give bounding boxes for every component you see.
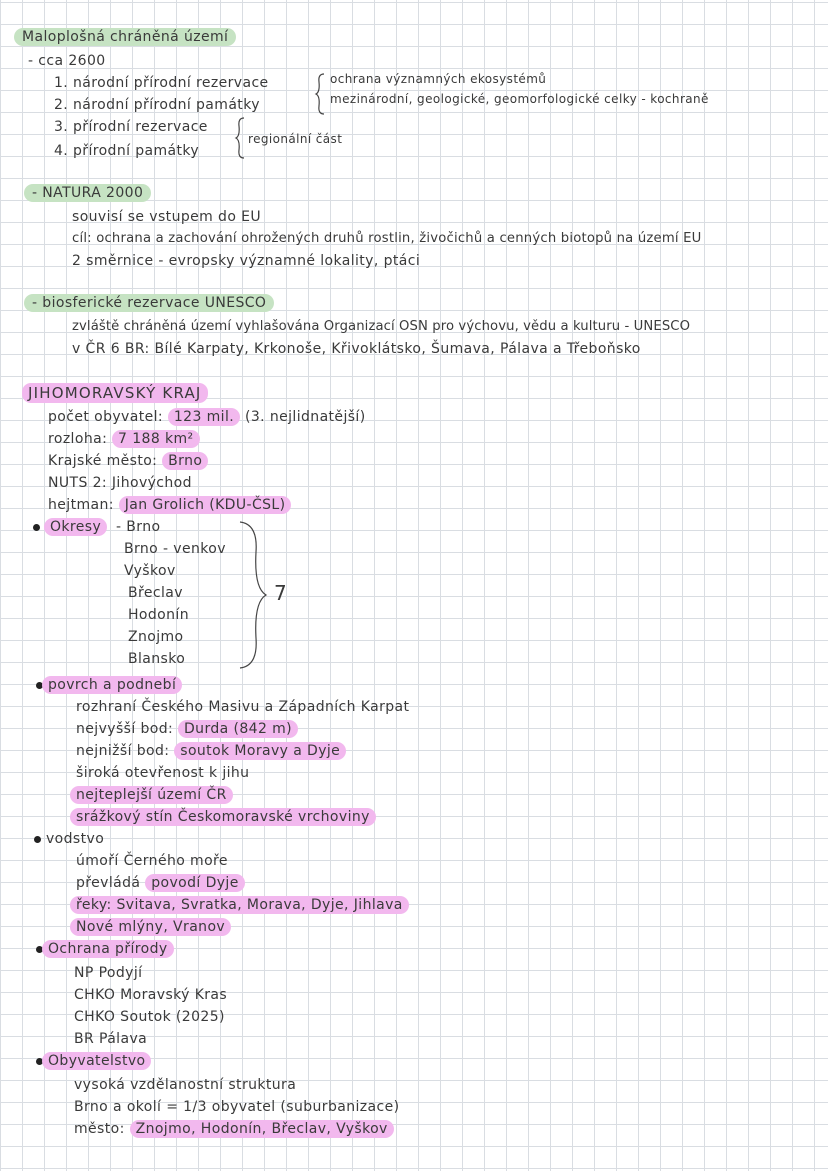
natura-line: souvisí se vstupem do EU bbox=[72, 209, 262, 225]
highest-point-value: Durda (842 m) bbox=[178, 720, 298, 738]
district-item: Znojmo bbox=[128, 629, 184, 645]
list-item: 1. národní přírodní rezervace bbox=[54, 75, 269, 91]
list-item: 2. národní přírodní památky bbox=[54, 97, 260, 113]
city-value: Brno bbox=[162, 452, 208, 470]
brace-regional bbox=[236, 118, 246, 158]
population-row bbox=[48, 408, 366, 426]
brace-national-text: ochrana významných ekosystémů bbox=[330, 72, 547, 86]
surface-line: srážkový stín Českomoravské vrchoviny bbox=[70, 808, 376, 826]
bullet-icon bbox=[34, 836, 41, 843]
section-title-natura: - NATURA 2000 bbox=[24, 184, 151, 202]
section-title-protected-areas: Maloplošná chráněná území bbox=[14, 28, 236, 46]
population-value: 123 mil. bbox=[168, 408, 240, 426]
brace-districts bbox=[240, 522, 268, 668]
population-title: Obyvatelstvo bbox=[42, 1052, 151, 1070]
districts-count: 7 bbox=[274, 581, 288, 605]
population-note: (3. nejlidnatější) bbox=[244, 409, 366, 425]
section-title-unesco: - biosferické rezervace UNESCO bbox=[24, 294, 274, 312]
nature-item: CHKO Soutok (2025) bbox=[74, 1009, 225, 1025]
natura-line: cíl: ochrana a zachování ohrožených druhů rostlin, živočichů a cenných biotopů na území EU bbox=[72, 231, 702, 246]
district-item: Brno - venkov bbox=[124, 541, 226, 557]
reservoirs-line: Nové mlýny, Vranov bbox=[70, 918, 231, 936]
list-item: 4. přírodní památky bbox=[54, 143, 200, 159]
area-value: 7 188 km² bbox=[112, 430, 200, 448]
nature-title: Ochrana přírody bbox=[42, 940, 174, 958]
protected-areas-count: - cca 2600 bbox=[28, 53, 106, 69]
lowest-point-value: soutok Moravy a Dyje bbox=[174, 742, 346, 760]
district-item: Blansko bbox=[128, 651, 186, 667]
rivers-line: řeky: Svitava, Svratka, Morava, Dyje, Jihlava bbox=[70, 896, 409, 914]
water-prevails-value: povodí Dyje bbox=[145, 874, 245, 892]
population-line: vysoká vzdělanostní struktura bbox=[74, 1077, 297, 1093]
water-line: úmoří Černého moře bbox=[76, 853, 228, 869]
governor-row bbox=[48, 496, 291, 514]
highest-point-row bbox=[76, 720, 298, 738]
area-label: rozloha: bbox=[48, 431, 108, 447]
surface-title: povrch a podnebí bbox=[42, 676, 182, 694]
governor-label: hejtman: bbox=[48, 497, 114, 513]
city-row bbox=[48, 452, 208, 470]
governor-value: Jan Grolich (KDU-ČSL) bbox=[119, 496, 292, 514]
surface-line: rozhraní Českého Masivu a Západních Karpat bbox=[76, 699, 410, 715]
lowest-point-row bbox=[76, 742, 346, 760]
nature-item: BR Pálava bbox=[74, 1031, 148, 1047]
area-row bbox=[48, 430, 200, 448]
brace-national bbox=[316, 74, 326, 114]
district-item: Hodonín bbox=[128, 607, 189, 623]
population-label: počet obyvatel: bbox=[48, 409, 164, 425]
highest-point-label: nejvyšší bod: bbox=[76, 721, 174, 737]
water-title: vodstvo bbox=[46, 831, 105, 847]
natura-line: 2 směrnice - evropsky významné lokality, ptáci bbox=[72, 253, 421, 269]
district-item: - Brno bbox=[116, 519, 161, 535]
brace-regional-text: regionální část bbox=[248, 132, 343, 146]
lowest-point-label: nejnižší bod: bbox=[76, 743, 170, 759]
brace-national-text-2: mezinárodní, geologické, geomorfologické celky - kochraně bbox=[330, 92, 709, 106]
unesco-line: v ČR 6 BR: Bílé Karpaty, Krkonoše, Křivoklátsko, Šumava, Pálava a Třeboňsko bbox=[72, 341, 641, 357]
nature-item: CHKO Moravský Kras bbox=[74, 987, 228, 1003]
district-item: Břeclav bbox=[128, 585, 183, 601]
cities-label: město: bbox=[74, 1121, 125, 1137]
surface-line: široká otevřenost k jihu bbox=[76, 765, 250, 781]
bullet-icon bbox=[33, 524, 40, 531]
surface-line: nejteplejší území ČR bbox=[70, 786, 233, 804]
water-line bbox=[76, 874, 245, 892]
nature-item: NP Podyjí bbox=[74, 965, 143, 981]
water-prevails-label: převládá bbox=[76, 875, 141, 891]
districts-title: Okresy bbox=[44, 518, 107, 536]
nuts-row: NUTS 2: Jihovýchod bbox=[48, 475, 192, 491]
population-cities-row bbox=[74, 1120, 394, 1138]
region-title: JIHOMORAVSKÝ KRAJ bbox=[22, 384, 208, 402]
list-item: 3. přírodní rezervace bbox=[54, 119, 208, 135]
district-item: Vyškov bbox=[124, 563, 176, 579]
population-line: Brno a okolí = 1/3 obyvatel (suburbanizace) bbox=[74, 1099, 400, 1115]
city-label: Krajské město: bbox=[48, 453, 158, 469]
cities-value: Znojmo, Hodonín, Břeclav, Vyškov bbox=[130, 1120, 394, 1138]
unesco-line: zvláště chráněná území vyhlašována Organizací OSN pro výchovu, vědu a kulturu - UNESCO bbox=[72, 319, 691, 334]
